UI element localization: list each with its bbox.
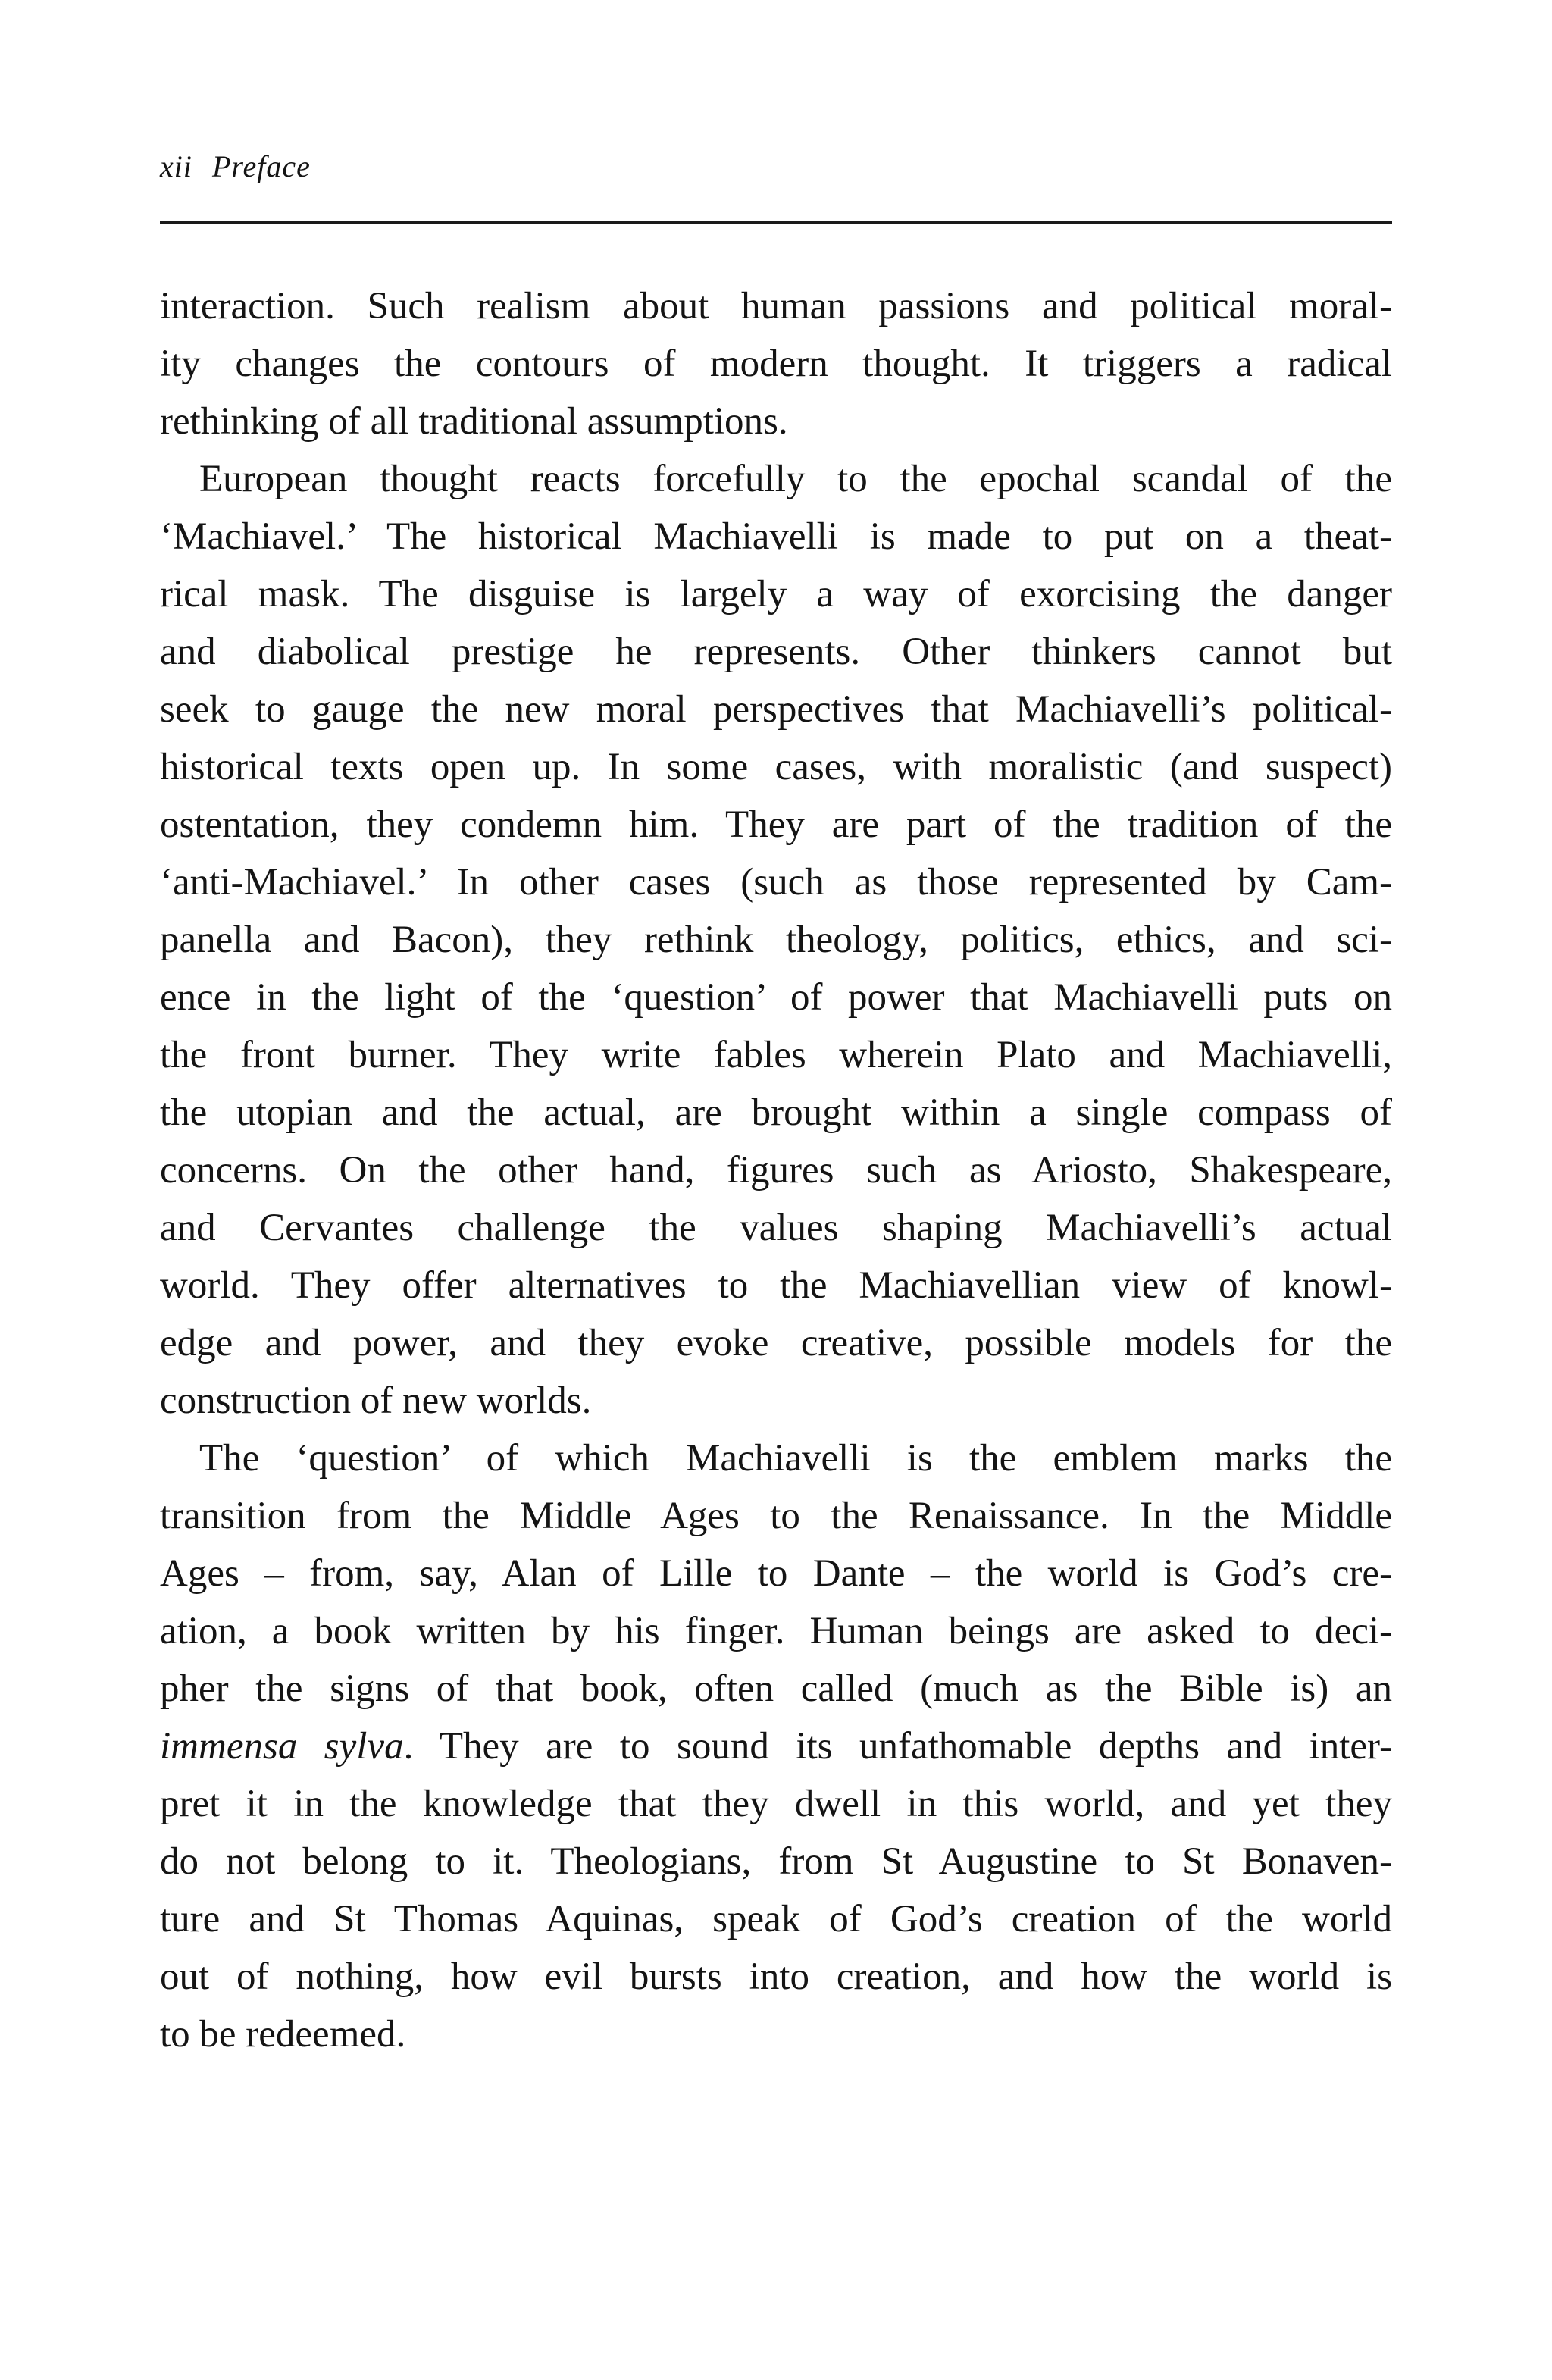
text-line: concerns. On the other hand, figures such as Ariosto, Shakespeare, bbox=[160, 1149, 1392, 1192]
text-line: pret it in the knowledge that they dwell in this world, and yet they bbox=[160, 1783, 1392, 1825]
text-line: and Cervantes challenge the values shaping Machiavelli’s actual bbox=[160, 1207, 1392, 1249]
text-line: and diabolical prestige he represents. Other thinkers cannot but bbox=[160, 631, 1392, 673]
paragraph-2 bbox=[160, 450, 1392, 1430]
text-line: ‘Machiavel.’ The historical Machiavelli is made to put on a theat- bbox=[160, 515, 1392, 558]
paragraph-3 bbox=[160, 1430, 1392, 2063]
body-text bbox=[160, 277, 1392, 2063]
text-line: European thought reacts forcefully to the epochal scandal of the bbox=[199, 458, 1392, 500]
text-line: transition from the Middle Ages to the Renaissance. In the Middle bbox=[160, 1495, 1392, 1537]
text-line: Ages – from, say, Alan of Lille to Dante – the world is God’s cre- bbox=[160, 1552, 1392, 1595]
text-line: ture and St Thomas Aquinas, speak of God’s creation of the world bbox=[160, 1898, 1392, 1940]
text-line: ence in the light of the ‘question’ of power that Machiavelli puts on bbox=[160, 976, 1392, 1019]
text-line: construction of new worlds. bbox=[160, 1379, 592, 1422]
text-line: rical mask. The disguise is largely a way of exorcising the danger bbox=[160, 573, 1392, 615]
text-line: edge and power, and they evoke creative, possible models for the bbox=[160, 1322, 1392, 1364]
text-line: the front burner. They write fables wherein Plato and Machiavelli, bbox=[160, 1034, 1392, 1076]
running-head bbox=[160, 149, 311, 185]
text-line: The ‘question’ of which Machiavelli is the emblem marks the bbox=[199, 1437, 1392, 1480]
text-line: historical texts open up. In some cases, with moralistic (and suspect) bbox=[160, 746, 1392, 788]
text-line: pher the signs of that book, often called (much as the Bible is) an bbox=[160, 1668, 1392, 1710]
header-rule bbox=[160, 221, 1392, 224]
italic-phrase: immensa sylva bbox=[160, 1725, 404, 1768]
running-head-title: Preface bbox=[211, 149, 311, 183]
text-line: ation, a book written by his finger. Human beings are asked to deci- bbox=[160, 1610, 1392, 1652]
text-line: the utopian and the actual, are brought within a single compass of bbox=[160, 1091, 1392, 1134]
text-line: out of nothing, how evil bursts into creation, and how the world is bbox=[160, 1956, 1392, 1998]
page-number: xii bbox=[160, 149, 192, 183]
text-line: rethinking of all traditional assumptions. bbox=[160, 400, 788, 443]
paragraph-1 bbox=[160, 277, 1392, 450]
text-line: seek to gauge the new moral perspectives that Machiavelli’s political- bbox=[160, 688, 1392, 731]
line-rest: . They are to sound its unfathomable depths and inter- bbox=[403, 1725, 1392, 1768]
text-line: ostentation, they condemn him. They are part of the tradition of the bbox=[160, 803, 1392, 846]
text-line: ‘anti-Machiavel.’ In other cases (such as those represented by Cam- bbox=[160, 861, 1392, 903]
text-line: ity changes the contours of modern thought. It triggers a radical bbox=[160, 343, 1392, 385]
text-line: world. They offer alternatives to the Machiavellian view of knowl- bbox=[160, 1264, 1392, 1307]
text-line: do not belong to it. Theologians, from St Augustine to St Bonaven- bbox=[160, 1840, 1392, 1883]
text-line-with-italic bbox=[160, 1718, 1392, 1775]
text-line: interaction. Such realism about human passions and political moral- bbox=[160, 285, 1392, 327]
text-line: to be redeemed. bbox=[160, 2013, 406, 2056]
text-line: panella and Bacon), they rethink theology, politics, ethics, and sci- bbox=[160, 919, 1392, 961]
